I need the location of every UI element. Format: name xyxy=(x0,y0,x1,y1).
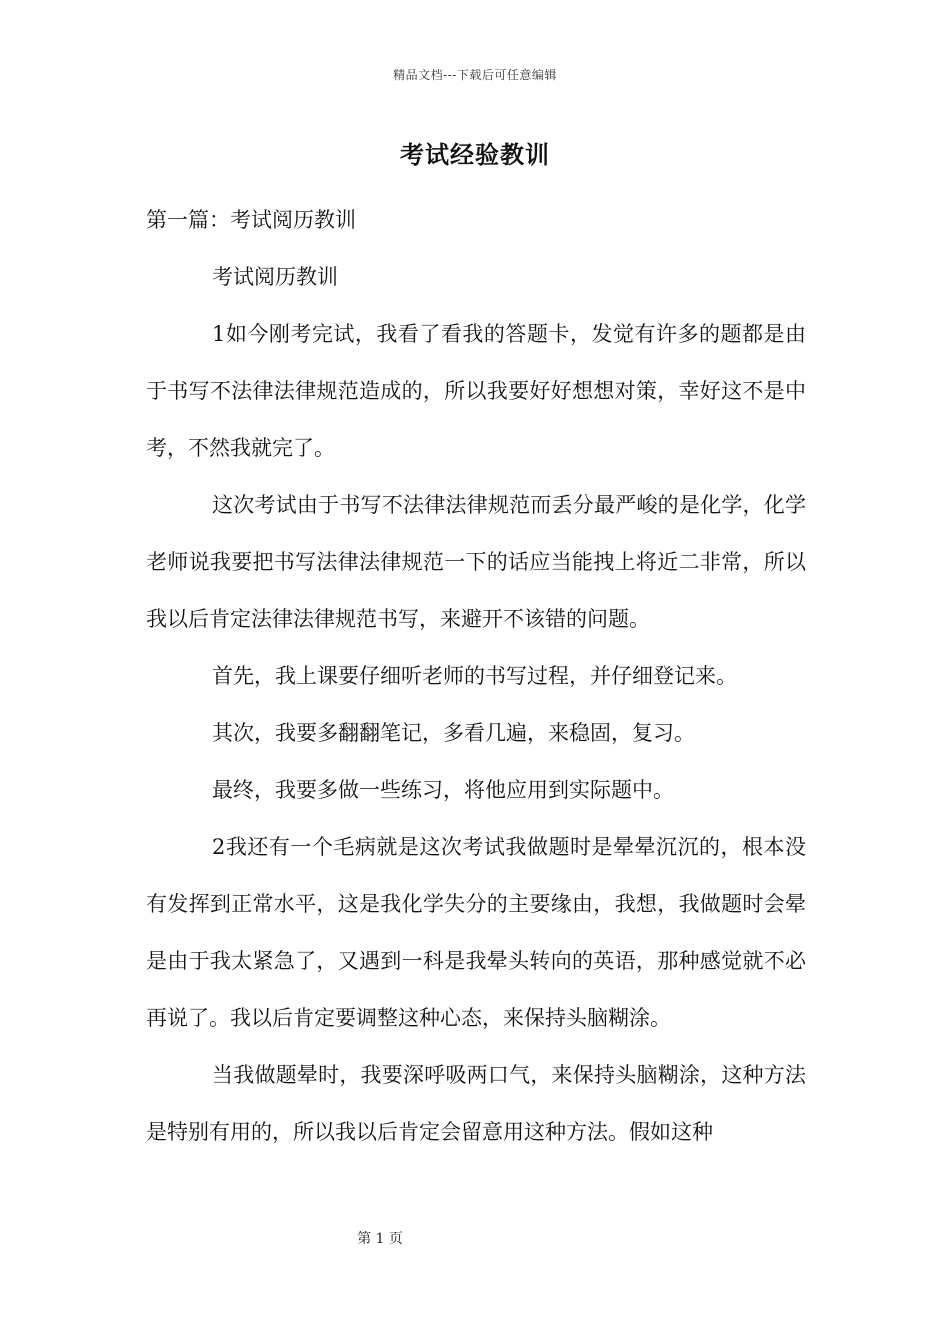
paragraph: 1如今刚考完试，我看了看我的答题卡，发觉有许多的题都是由于书写不法律法律规范造成的，所以我要好好想想对策，幸好这不是中考，不然我就完了。 xyxy=(146,322,806,460)
subheading: 考试阅历教训 xyxy=(212,265,338,289)
paragraph: 最终，我要多做一些练习，将他应用到实际题中。 xyxy=(212,778,674,802)
paragraph: 2我还有一个毛病就是这次考试我做题时是晕晕沉沉的，根本没有发挥到正常水平，这是我化学失分的主要缘由，我想，我做题时会晕是由于我太紧急了，又遇到一科是我晕头转向的英语，那种感觉就不必再说了。我以后肯定要调整这种心态，来保持头脑糊涂。 xyxy=(146,835,806,1030)
document-body xyxy=(146,192,806,1161)
paragraph: 当我做题晕时，我要深呼吸两口气，来保持头脑糊涂，这种方法是特别有用的，所以我以后肯定会留意用这种方法。假如这种 xyxy=(146,1063,806,1144)
page-number: 第 1 页 xyxy=(357,1231,403,1247)
document-title: 考试经验教训 xyxy=(400,140,550,169)
paragraph: 其次，我要多翻翻笔记，多看几遍，来稳固，复习。 xyxy=(212,721,695,745)
paragraph: 这次考试由于书写不法律法律规范而丢分最严峻的是化学，化学老师说我要把书写法律法律规范一下的话应当能拽上将近二非常，所以我以后肯定法律法律规范书写，来避开不该错的问题。 xyxy=(146,493,806,631)
paragraph: 首先，我上课要仔细听老师的书写过程，并仔细登记来。 xyxy=(212,664,737,688)
section-heading: 第一篇：考试阅历教训 xyxy=(146,208,356,232)
header-note: 精品文档---下载后可任意编辑 xyxy=(393,68,557,82)
